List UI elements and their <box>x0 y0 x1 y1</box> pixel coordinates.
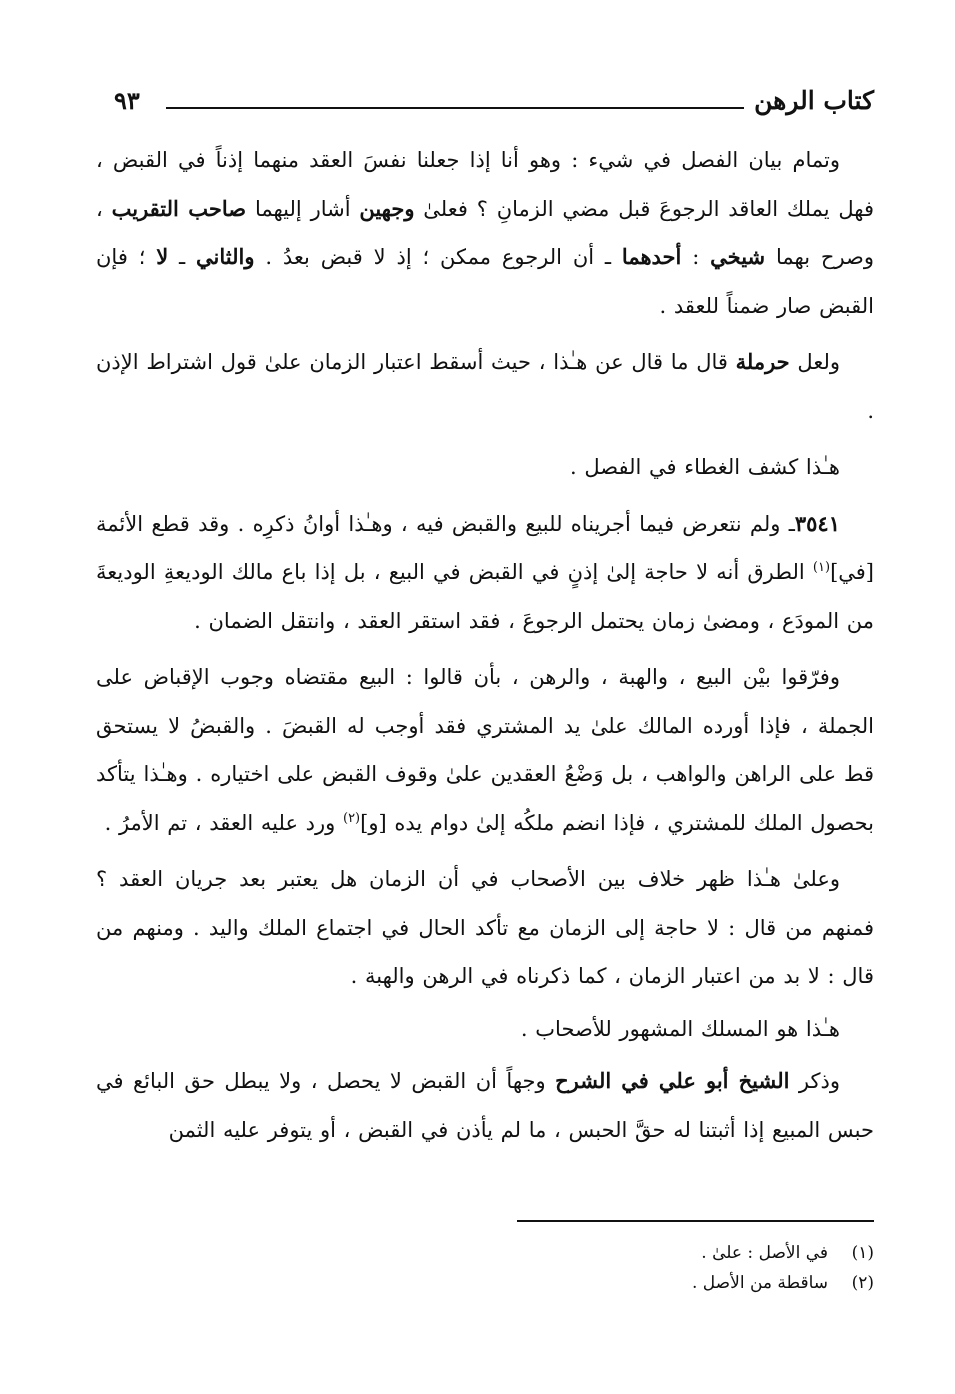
text-run: ـ أن الرجوع ممكن ؛ إذ لا قبض بعدُ . <box>254 245 622 269</box>
text-run: ـ <box>168 245 197 269</box>
text-run: أشار إليهما <box>246 196 360 221</box>
header-rule <box>166 107 744 109</box>
bold-term: أحدهما <box>621 244 682 269</box>
footnote-2 <box>96 1268 874 1298</box>
main-text <box>96 136 874 1162</box>
footnote-ref-2[interactable]: (٢) <box>342 810 361 826</box>
footnote-1 <box>96 1238 874 1268</box>
bold-term: وجهين <box>359 195 415 221</box>
text-run: ـ ولم نتعرض فيما أجريناه للبيع والقبض فيه ، وهـٰذا أوانُ ذكرِه . وقد قطع الأئمة [في] <box>96 511 874 584</box>
issue-number: ٣٥٤١ <box>794 510 840 536</box>
text-run: ورد عليه العقد ، تم الأمرُ . <box>104 810 343 835</box>
footnote-number: (١) <box>851 1243 874 1263</box>
page-header <box>96 84 874 124</box>
footnote-rule <box>517 1220 874 1222</box>
paragraph-6: وعلىٰ هـٰذا ظهر خلاف بين الأصحاب في أن الزمان هل يعتبر بعد جريان العقد ؟ فمنهم من قال : لا حاجة إلى الزمان مع تأكد الحال في اجتماع الملك واليد . ومنهم من قال : لا بد من اعتبار الزمان ، كما ذكرناه في الرهن والهبة . <box>96 867 874 988</box>
paragraph-5 <box>96 653 874 847</box>
text-run: الطرق أنه لا حاجة إلىٰ إذنٍ في القبض في البيع ، بل إذا باع مالك الوديعةِ الوديعةَ من المودَع ، ومضىٰ زمان يحتمل الرجوعَ ، فقد استقر العقد ، وانتقل الضمان . <box>96 560 874 633</box>
bold-term: صاحب التقريب <box>111 195 247 221</box>
paragraph-4 <box>96 500 874 646</box>
bold-term: الشيخ أبو علي في الشرح <box>555 1068 790 1093</box>
bold-term: حرملة <box>735 349 790 374</box>
footnote-ref-1[interactable]: (١) <box>812 560 831 575</box>
bold-term: لا <box>156 244 169 269</box>
text-run: قال ما قال عن هـٰذا ، حيث أسقط اعتبار الزمان علىٰ قول اشتراط الإذن . <box>96 350 874 423</box>
paragraph-2 <box>96 338 874 435</box>
text-run: ؛ فإن القبض صار ضمناً للعقد . <box>96 245 874 318</box>
text-run: وذكر <box>789 1069 840 1093</box>
bold-term: والثاني <box>196 244 255 269</box>
footnotes <box>96 1238 874 1298</box>
paragraph-7: هـٰذا هو المسلك المشهور للأصحاب . <box>520 1016 840 1041</box>
text-run: وجهاً أن القبض لا يحصل ، ولا يبطل حق البائع في حبس المبيع إذا أثبتنا له حقَّ الحبس ، ما لم يأذن في القبض ، أو يتوفر عليه الثمن <box>96 1069 874 1142</box>
footnote-number: (٢) <box>851 1273 874 1293</box>
text-run: وتمام بيان الفصل في شيء : وهو أنا إذا جعلنا نفسَ العقد منهما إذناً في القبض ، فهل يملك العاقد الرجوعَ قبل مضي الزمانِ ؟ فعلىٰ <box>96 148 875 221</box>
running-title: كتاب الرهن <box>754 86 874 115</box>
book-page <box>96 0 874 1394</box>
text-run: : <box>681 245 711 269</box>
paragraph-8 <box>96 1057 874 1154</box>
paragraph-3: هـٰذا كشف الغطاء في الفصل . <box>570 455 840 479</box>
footnote-text: ساقطة من الأصل . <box>692 1273 828 1293</box>
text-run: ولعل <box>789 350 840 374</box>
text-run: وفرّقوا بيْن البيع ، والهبة ، والرهن ، بأن قالوا : البيع مقتضاه وجوب الإقباض على الجملة ، فإذا أورده المالك علىٰ يد المشتري فقد أوجب له القبضَ . والقبضُ لا يستحق قط على الراهن والواهب ، بل وَضْعُ العقدين علىٰ وقوف القبض على اختياره . وهـٰذا يتأكد بحصول الملك للمشتري ، فإذا انضم ملكُه إلىٰ دوام يده [و] <box>96 665 874 835</box>
footnote-text: في الأصل : علىٰ . <box>701 1243 828 1263</box>
bold-term: شيخي <box>710 244 766 269</box>
page-number: ٩٣ <box>114 86 140 115</box>
text-run: ، وصرح بهما <box>96 196 874 269</box>
paragraph-1 <box>96 136 874 330</box>
